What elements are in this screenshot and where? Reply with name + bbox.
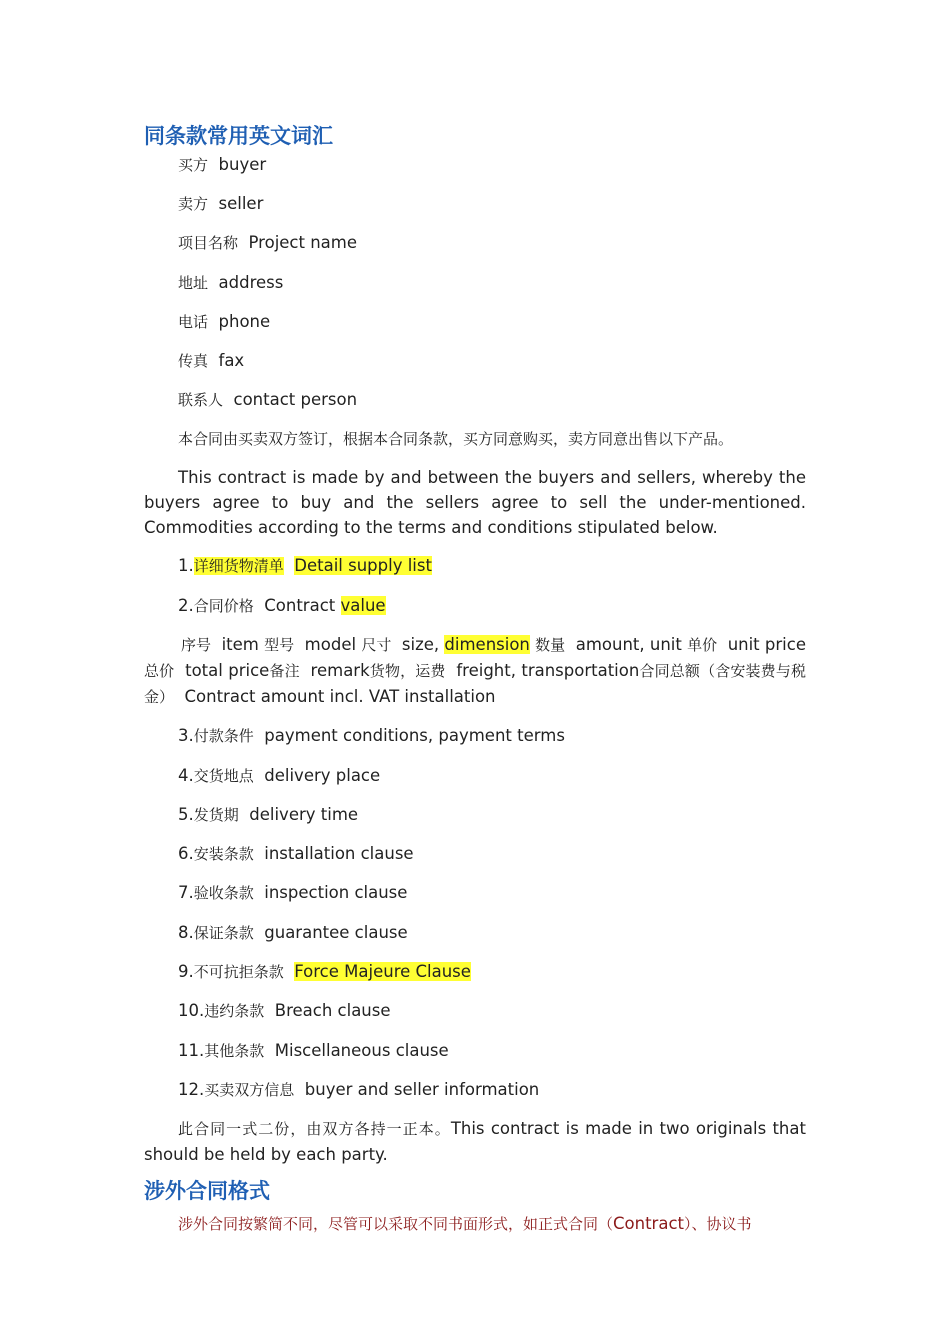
term-line-fax: 传真 fax	[178, 351, 245, 371]
foreign-contract-paragraph: 涉外合同按繁简不同，尽管可以采取不同书面形式，如正式合同（Contract）、协议书	[178, 1214, 752, 1234]
section-heading-vocabulary: 同条款常用英文词汇	[144, 124, 333, 148]
price-table-terms: 序号 item 型号 model 尺寸 size, dimension 数量 amount, unit 单价 unit price总价 total price备注 remark货物，运费 freight, transportation合同总额（含安装费与税金） Contract amount incl. VAT installation	[144, 634, 806, 706]
term-line-seller: 卖方 seller	[178, 194, 264, 213]
item-6: 6.安装条款 installation clause	[178, 844, 414, 864]
closing-paragraph: 此合同一式二份，由双方各持一正本。This contract is made in two originals that should be held by each party.	[144, 1119, 806, 1165]
item-9-force-majeure: 9.不可抗拒条款 Force Majeure Clause	[178, 962, 471, 982]
item-12: 12.买卖双方信息 buyer and seller information	[178, 1079, 540, 1099]
item-4: 4.交货地点 delivery place	[178, 765, 381, 785]
item-5: 5.发货期 delivery time	[178, 804, 359, 824]
term-line-contact-person: 联系人 contact person	[178, 390, 358, 410]
item-7: 7.验收条款 inspection clause	[178, 883, 408, 903]
intro-chinese: 本合同由买卖双方签订，根据本合同条款，买方同意购买，卖方同意出售以下产品。	[178, 429, 734, 448]
term-line-buyer: 买方 buyer	[178, 155, 267, 174]
item-2-contract-value: 2.合同价格 Contract value	[178, 595, 386, 615]
intro-english: This contract is made by and between the buyers and sellers, whereby the buyers agree to buy and the sellers agree to sell the under-mentioned. Commodities according to the terms and conditions stipulated below.	[144, 468, 806, 538]
item-8: 8.保证条款 guarantee clause	[178, 922, 408, 942]
item-1-detail-supply-list: 1.详细货物清单 Detail supply list	[178, 556, 432, 576]
item-10: 10.违约条款 Breach clause	[178, 1001, 391, 1021]
item-11: 11.其他条款 Miscellaneous clause	[178, 1040, 449, 1060]
item-3: 3.付款条件 payment conditions, payment terms	[178, 726, 565, 746]
term-line-address: 地址 address	[178, 272, 284, 292]
document-page	[144, 120, 806, 1251]
term-line-phone: 电话 phone	[178, 311, 271, 331]
section-heading-foreign-contract-format: 涉外合同格式	[144, 1179, 270, 1204]
term-line-project-name: 项目名称 Project name	[178, 233, 358, 253]
